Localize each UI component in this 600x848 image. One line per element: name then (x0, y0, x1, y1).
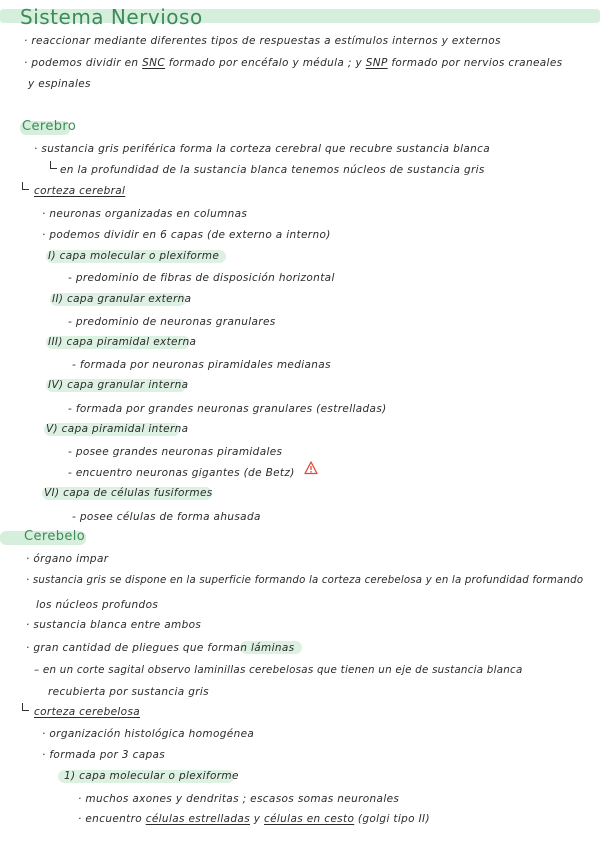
cerebelo-line-3: los núcleos profundos (36, 599, 159, 611)
corteza-cerebral-line-1: · neuronas organizadas en columnas (42, 208, 248, 220)
cerebelo-capa-1: 1) capa molecular o plexiforme (64, 770, 239, 782)
capa-iii: III) capa piramidal externa (48, 336, 197, 348)
intro-line-2: · podemos dividir en SNC formado por encéfalo y médula ; y SNP formado por nervios craneales (24, 57, 563, 69)
capa-i: I) capa molecular o plexiforme (48, 250, 220, 262)
cerebelo-line-7: recubierta por sustancia gris (48, 686, 209, 698)
arrow-icon (22, 703, 29, 711)
capa-iv-detail: - formada por grandes neuronas granulares (estrelladas) (68, 403, 387, 415)
cerebelo-line-5: · gran cantidad de pliegues que forman láminas (26, 642, 295, 654)
cerebelo-line-2: · sustancia gris se dispone en la superficie formando la corteza cerebelosa y en la profundidad formando (26, 575, 584, 586)
laminas-term: láminas (250, 642, 295, 654)
corteza-cerebral-line-2: · podemos dividir en 6 capas (de externo a interno) (42, 229, 331, 241)
capa-v: V) capa piramidal interna (46, 423, 189, 435)
corteza-cerebelosa-heading: corteza cerebelosa (34, 706, 141, 718)
cerebelo-capa-1-detail-2: · encuentro células estrelladas y células en cesto (golgi tipo II) (78, 813, 430, 825)
cerebelo-heading: Cerebelo (24, 529, 86, 544)
cerebelo-line-4: · sustancia blanca entre ambos (26, 619, 202, 631)
celulas-en-cesto-term: células en cesto (263, 813, 355, 825)
capa-v-detail-2: - encuentro neuronas gigantes (de Betz) (68, 467, 295, 479)
page-title: Sistema Nervioso (20, 5, 203, 29)
celulas-estrelladas-term: células estrelladas (145, 813, 251, 825)
intro-line-1: · reaccionar mediante diferentes tipos de respuestas a estímulos internos y externos (24, 35, 501, 47)
snc-term: SNC (142, 57, 166, 69)
capa-ii-detail: - predominio de neuronas granulares (68, 316, 276, 328)
snp-term: SNP (365, 57, 388, 69)
arrow-icon (50, 161, 57, 169)
capa-iv: IV) capa granular interna (48, 379, 189, 391)
cerebro-line-1: · sustancia gris periférica forma la corteza cerebral que recubre sustancia blanca (34, 143, 491, 155)
capa-i-detail: - predominio de fibras de disposición horizontal (68, 272, 335, 284)
corteza-cerebelosa-line-1: · organización histológica homogénea (42, 728, 255, 740)
corteza-cerebral-heading: corteza cerebral (34, 185, 126, 197)
cerebelo-line-1: · órgano impar (26, 553, 109, 565)
cerebelo-capa-1-detail-1: · muchos axones y dendritas ; escasos somas neuronales (78, 793, 400, 805)
cerebro-heading: Cerebro (22, 119, 77, 134)
capa-ii: II) capa granular externa (52, 293, 192, 305)
corteza-cerebelosa-line-2: · formada por 3 capas (42, 749, 166, 761)
capa-iii-detail: - formada por neuronas piramidales medianas (72, 359, 331, 371)
warning-icon (304, 461, 318, 475)
intro-line-3: y espinales (28, 78, 91, 90)
capa-vi-detail: - posee células de forma ahusada (72, 511, 261, 523)
cerebro-line-2: en la profundidad de la sustancia blanca tenemos núcleos de sustancia gris (60, 164, 485, 176)
arrow-icon (22, 182, 29, 190)
capa-vi: VI) capa de células fusiformes (44, 487, 213, 499)
cerebelo-line-6: – en un corte sagital observo laminillas cerebelosas que tienen un eje de sustancia blanca (34, 664, 523, 676)
capa-v-detail-1: - posee grandes neuronas piramidales (68, 446, 283, 458)
